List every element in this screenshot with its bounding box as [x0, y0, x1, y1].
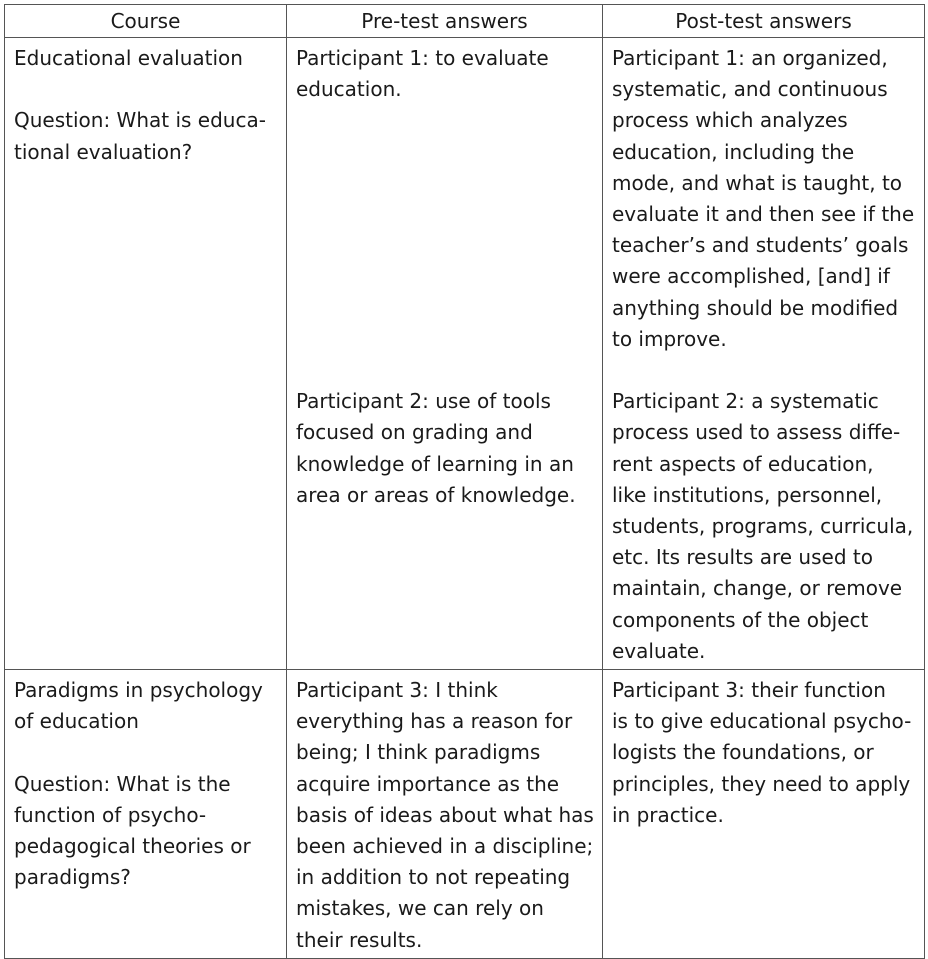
answer-line: is to give educational psycho- — [612, 709, 912, 734]
course-cell — [5, 670, 287, 959]
answer-line: been achieved in a discipline; — [296, 834, 594, 859]
post-test-cell — [603, 38, 925, 670]
answer-line: systematic, and continuous — [612, 77, 888, 102]
question-line: Question: What is educa- — [14, 108, 266, 133]
answer-line: logists the foundations, or — [612, 740, 874, 765]
answer-line: being; I think paradigms — [296, 740, 541, 765]
answer-line: rent aspects of education, — [612, 451, 874, 476]
answer-line: in practice. — [612, 802, 724, 827]
header-post-test: Post-test answers — [603, 5, 925, 38]
header-row — [5, 5, 925, 38]
course-cell — [5, 38, 287, 670]
answer-line: mode, and what is taught, to — [612, 170, 903, 195]
question-line: paradigms? — [14, 865, 131, 890]
question-line: Question: What is the — [14, 771, 231, 796]
pre-test-cell — [287, 38, 603, 670]
answer-line: were accomplished, [and] if — [612, 264, 890, 289]
answer-line: focused on grading and — [296, 420, 533, 445]
answer-line: principles, they need to apply — [612, 771, 911, 796]
answer-line: basis of ideas about what has — [296, 802, 594, 827]
answer-line: education. — [296, 77, 402, 102]
post-test-cell — [603, 670, 925, 959]
answer-line: acquire importance as the — [296, 771, 560, 796]
answer-line: Participant 1: to evaluate — [296, 46, 549, 70]
answer-line: teacher’s and students’ goals — [612, 233, 909, 258]
answer-line: in addition to not repeating — [296, 865, 571, 890]
answer-line: knowledge of learning in an — [296, 451, 574, 476]
answer-line: their results. — [296, 927, 423, 952]
question-line: pedagogical theories or — [14, 834, 251, 859]
pre-test-cell — [287, 670, 603, 959]
answer-line: Participant 2: a systematic — [612, 389, 879, 414]
answer-line: to improve. — [612, 326, 727, 351]
question-line: tional evaluation? — [14, 139, 193, 164]
header-pre-test: Pre-test answers — [287, 5, 603, 38]
table-row — [5, 38, 925, 670]
answer-line: education, including the — [612, 139, 855, 164]
course-title-line: Paradigms in psychology — [14, 678, 263, 703]
answer-line: anything should be modified — [612, 295, 899, 320]
header-course: Course — [5, 5, 287, 38]
answer-line: Participant 1: an organized, — [612, 46, 888, 70]
answer-line: mistakes, we can rely on — [296, 896, 544, 921]
answer-line: area or areas of knowledge. — [296, 482, 576, 507]
question-line: function of psycho- — [14, 802, 207, 827]
course-title: Educational evaluation — [14, 46, 243, 70]
answer-line: Participant 2: use of tools — [296, 389, 551, 414]
answer-line: maintain, change, or remove — [612, 576, 903, 601]
answer-line: evaluate. — [612, 638, 706, 663]
answer-line: etc. Its results are used to — [612, 545, 873, 570]
answer-line: everything has a reason for — [296, 709, 573, 734]
answer-line: Participant 3: I think — [296, 678, 498, 703]
answer-line: process which analyzes — [612, 108, 848, 133]
comparison-table — [4, 4, 925, 959]
answer-line: like institutions, personnel, — [612, 482, 883, 507]
table-row — [5, 670, 925, 959]
answer-line: evaluate it and then see if the — [612, 202, 915, 227]
answer-line: students, programs, curricula, — [612, 514, 914, 539]
course-title-line: of education — [14, 709, 139, 734]
answer-line: Participant 3: their function — [612, 678, 886, 703]
answer-line: process used to assess diffe- — [612, 420, 901, 445]
answer-line: components of the object — [612, 607, 869, 632]
